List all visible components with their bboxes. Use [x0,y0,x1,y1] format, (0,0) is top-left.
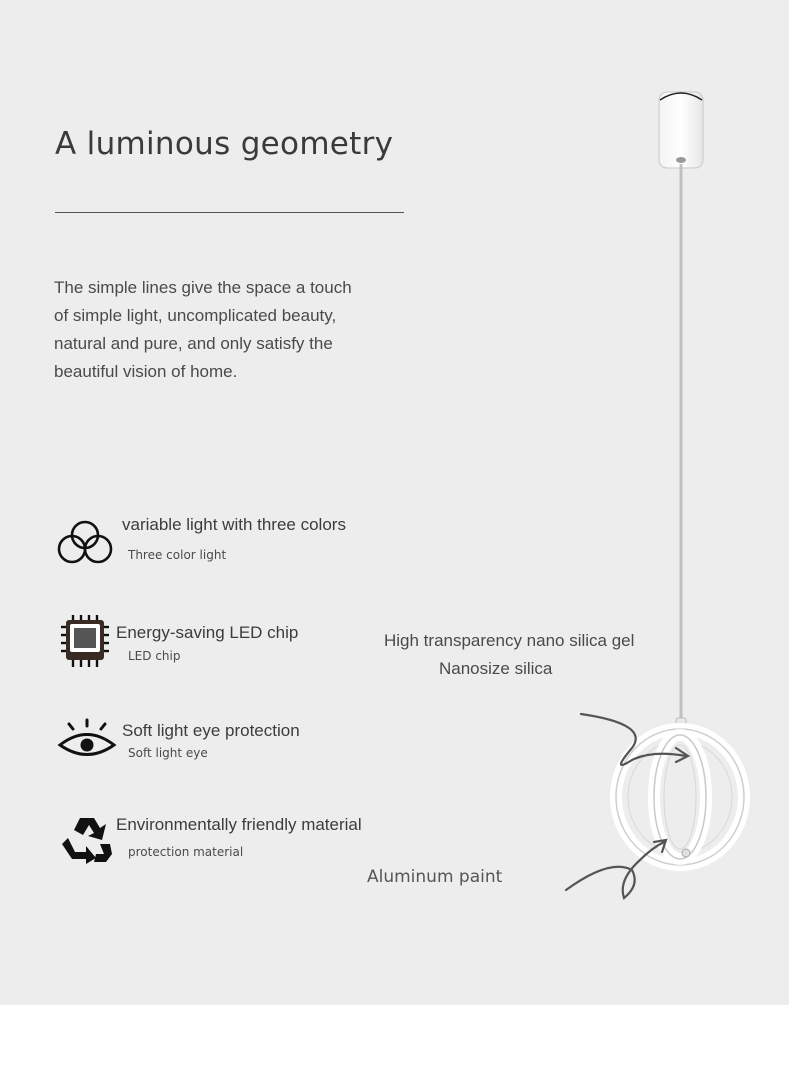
feature-title-led-chip: Energy-saving LED chip [116,623,299,642]
three-circles-icon [55,519,115,565]
callout-aluminum-paint: Aluminum paint [367,867,503,887]
callout-nanosize-silica: Nanosize silica [439,659,553,678]
title-divider [55,212,404,213]
feature-subtitle-led-chip: LED chip [128,649,181,663]
feature-title-three-colors: variable light with three colors [122,515,346,534]
recycle-icon [60,814,114,866]
feature-subtitle-eco-material: protection material [128,845,244,859]
description-text: The simple lines give the space a touch of simple light, uncomplicated beauty, natural and pure, and only satisfy the beautiful vision of home. [54,278,352,381]
pendant-lamp-illustration [540,80,789,910]
eye-icon [57,718,117,762]
chip-icon [57,613,113,669]
feature-title-eye-protection: Soft light eye protection [122,721,300,740]
page-title: A luminous geometry [55,126,394,162]
callout-silica-gel: High transparency nano silica gel [384,631,635,650]
feature-subtitle-eye-protection: Soft light eye [128,746,208,760]
feature-title-eco-material: Environmentally friendly material [116,815,362,834]
feature-subtitle-three-colors: Three color light [128,548,227,562]
